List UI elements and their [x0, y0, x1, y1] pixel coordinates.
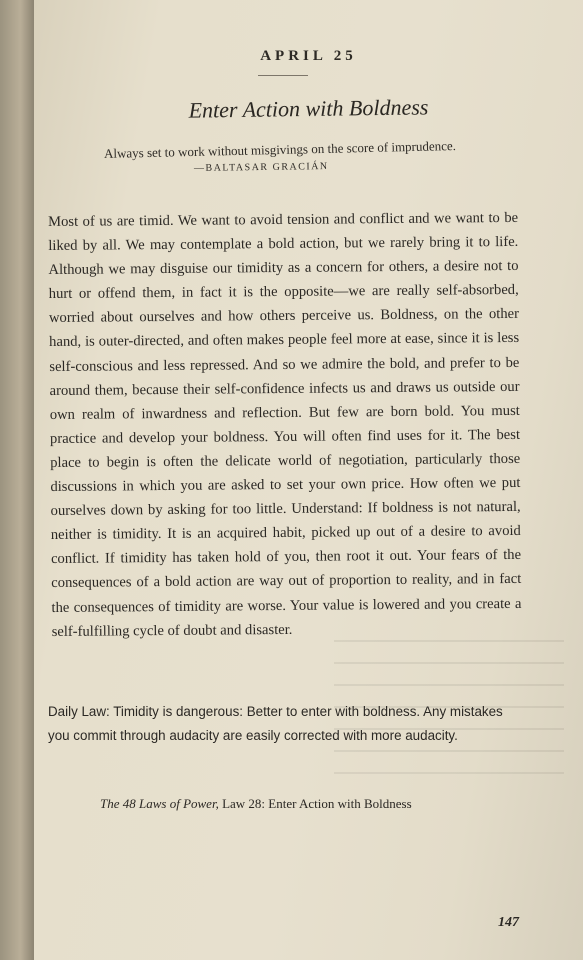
page-number: 147 [498, 915, 519, 930]
date-header: APRIL 25 [260, 48, 357, 64]
epigraph-quote: Always set to work without misgivings on the score of imprudence. [103, 138, 457, 161]
epigraph-attribution: —BALTASAR GRACIÁN [193, 161, 329, 174]
previous-page-edge [0, 0, 34, 960]
book-page [34, 0, 583, 960]
source-book-title: The 48 Laws of Power, [100, 796, 219, 811]
source-law: Law 28: Enter Action with Boldness [218, 796, 412, 811]
daily-law: Daily Law: Timidity is dangerous: Better to enter with boldness. Any mistakes you commit through audacity are easily corrected with more audacity. [48, 704, 503, 743]
page-title: Enter Action with Boldness [188, 94, 429, 123]
show-through-text [334, 640, 564, 820]
header-divider [258, 75, 308, 76]
body-paragraph: Most of us are timid. We want to avoid tension and conflict and we want to be liked by all. We may contemplate a bold action, but we rarely bring it to life. Although we may disguise our timidity as a concern for others, a desire not to hurt or offend them, in fact it is the opposite—we are really self-absorbed, worried about ourselves and how others perceive us. Boldness, on the other hand, is outer-directed, and often makes people feel more at ease, since it is less self-conscious and less repressed. And so we admire the bold, and prefer to be around them, because their self-confidence infects us and draws us outside our own realm of inwardness and reflection. But few are born bold. You must practice and develop your boldness. You will often find uses for it. The best place to begin is often the delicate world of negotiation, particularly those discussions in which you are asked to set your own price. How often we put ourselves down by asking for too little. Understand: If boldness is not natural, neither is timidity. It is an acquired habit, picked up out of a desire to avoid conflict. If timidity has taken hold of you, then root it out. Your fears of the consequences of a bold action are way out of proportion to reality, and in fact the consequences of timidity are worse. Your value is lowered and you create a self-fulfilling cycle of doubt and disaster. [48, 209, 522, 640]
